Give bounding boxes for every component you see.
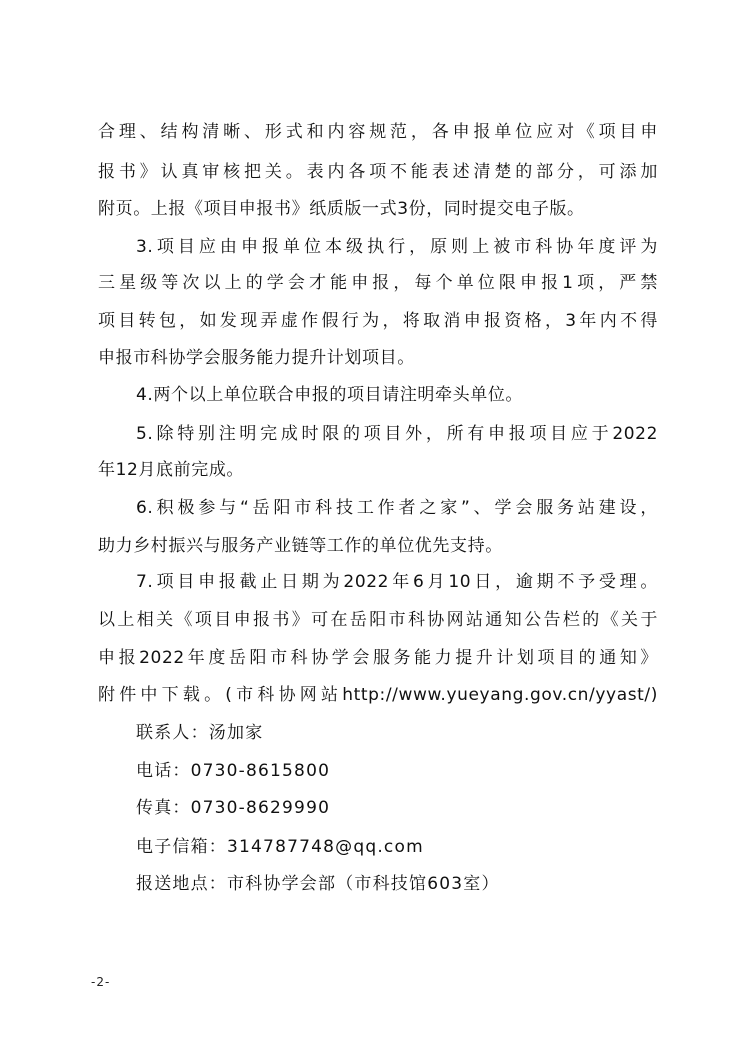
body-line: 助力乡村振兴与服务产业链等工作的单位优先支持。 <box>98 536 503 556</box>
body-line: 年12月底前完成。 <box>98 460 245 480</box>
body-line: 附页。上报《项目申报书》纸质版一式3份，同时提交电子版。 <box>98 199 585 219</box>
contact-phone: 电话：0730-8615800 <box>136 761 331 781</box>
list-item-4-line: 4.两个以上单位联合申报的项目请注明牵头单位。 <box>136 385 524 405</box>
list-item-6-line: 6.积极参与“岳阳市科技工作者之家”、学会服务站建设， <box>136 498 658 518</box>
body-line: 三星级等次以上的学会才能申报，每个单位限申报1项，严禁 <box>98 273 658 293</box>
list-item-7-line: 7.项目申报截止日期为2022年6月10日，逾期不予受理。 <box>136 572 658 592</box>
list-item-3-line: 3.项目应由申报单位本级执行，原则上被市科协年度评为 <box>136 237 658 257</box>
page-number: -2- <box>91 975 111 989</box>
body-line: 申报2022年度岳阳市科协学会服务能力提升计划项目的通知》 <box>98 648 658 668</box>
body-line: 附件中下载。(市科协网站http://www.yueyang.gov.cn/yyast/) <box>98 685 658 705</box>
contact-person: 联系人：汤加家 <box>136 723 264 743</box>
body-line: 申报市科协学会服务能力提升计划项目。 <box>98 348 415 368</box>
contact-fax: 传真：0730-8629990 <box>136 798 331 818</box>
contact-address: 报送地点：市科协学会部（市科技馆603室） <box>136 874 500 894</box>
body-line: 项目转包，如发现弄虚作假行为，将取消申报资格，3年内不得 <box>98 311 658 331</box>
contact-email: 电子信箱：314787748@qq.com <box>136 837 424 857</box>
list-item-5-line: 5.除特别注明完成时限的项目外，所有申报项目应于2022 <box>136 424 658 444</box>
body-line: 报书》认真审核把关。表内各项不能表述清楚的部分，可添加 <box>98 162 658 182</box>
body-line: 合理、结构清晰、形式和内容规范，各申报单位应对《项目申 <box>98 122 658 142</box>
body-line: 以上相关《项目申报书》可在岳阳市科协网站通知公告栏的《关于 <box>98 610 658 630</box>
